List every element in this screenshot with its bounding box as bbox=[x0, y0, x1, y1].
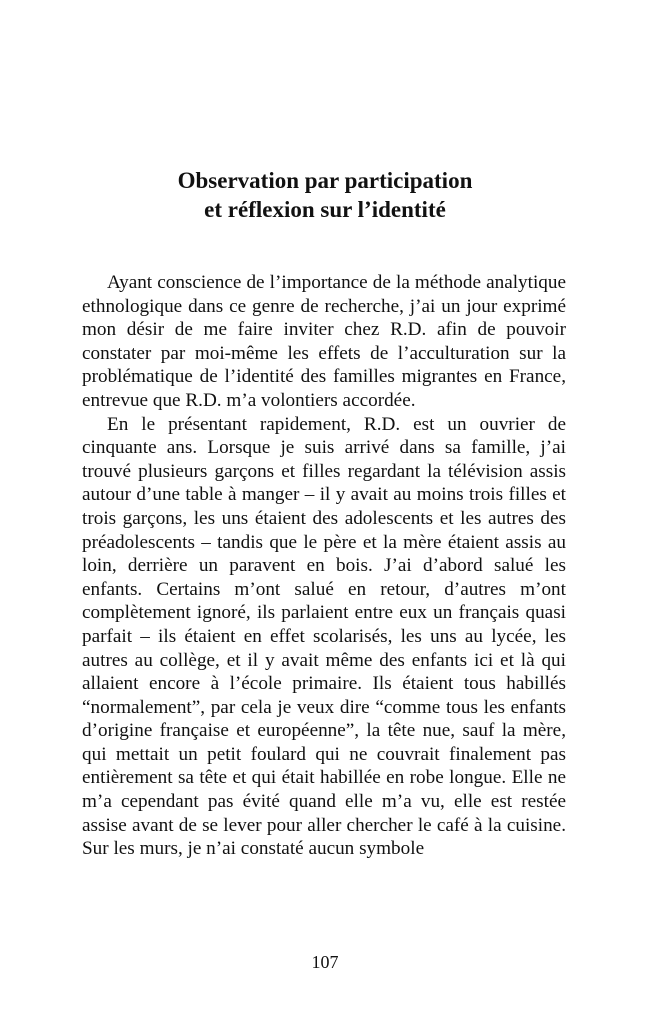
page-number: 107 bbox=[311, 952, 339, 972]
body-text bbox=[82, 271, 566, 861]
section-title bbox=[0, 166, 650, 224]
section-title-line-2: et réflexion sur l’identité bbox=[204, 197, 446, 222]
paragraph-1: Ayant conscience de l’importance de la méthode analytique ethnologique dans ce genre de recherche, j’ai un jour exprimé mon désir de me faire inviter chez R.D. afin de pouvoir constater par moi-même les effets de l’acculturation sur la problématique de l’identité des familles migrantes en France, entrevue que R.D. m’a volontiers accordée. bbox=[82, 272, 566, 411]
section-title-line-1: Observation par participation bbox=[177, 168, 473, 193]
paragraph-2: En le présentant rapidement, R.D. est un ouvrier de cinquante ans. Lorsque je suis arrivé dans sa famille, j’ai trouvé plusieurs garçons et filles regardant la télévision assis autour d’une table à manger – il y avait au moins trois filles et trois garçons, les uns étaient des adolescents et les autres des préadolescents – tandis que le père et la mère étaient assis au loin, derrière un paravent en bois. J’ai d’abord salué les enfants. Certains m’ont salué en retour, d’autres m’ont complètement ignoré, ils parlaient entre eux un français quasi parfait – ils étaient en effet scolarisés, les uns au lycée, les autres au collège, et il y avait même des enfants ici et là qui allaient encore à l’école primaire. Ils étaient tous habillés “normalement”, par cela je veux dire “comme tous les enfants d’origine française et européenne”, la tête nue, sauf la mère, qui mettait un petit foulard qui ne couvrait finalement pas entièrement sa tête et qui était habillée en robe longue. Elle ne m’a cependant pas évité quand elle m’a vu, elle est restée assise avant de se lever pour aller chercher le café à la cuisine. Sur les murs, je n’ai constaté aucun symbole bbox=[82, 413, 566, 860]
